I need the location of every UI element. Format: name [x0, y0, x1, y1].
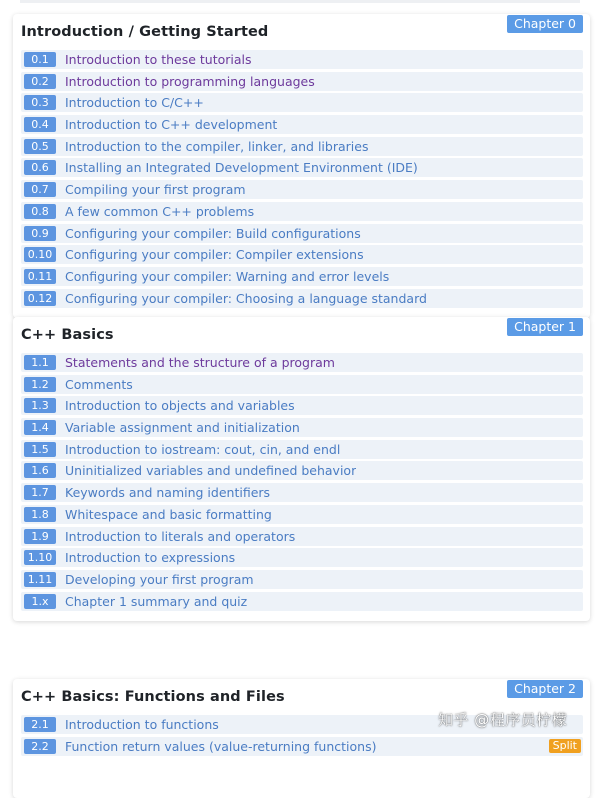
- lesson-link[interactable]: Configuring your compiler: Warning and error levels: [65, 268, 390, 284]
- lesson-row[interactable]: [21, 180, 583, 199]
- chapter-title: Introduction / Getting Started: [21, 24, 269, 40]
- top-divider: [20, 0, 580, 3]
- lesson-link[interactable]: A few common C++ problems: [65, 203, 255, 219]
- lesson-link[interactable]: Comments: [65, 376, 133, 392]
- lesson-link[interactable]: Compiling your first program: [65, 182, 246, 198]
- lesson-number: 0.6: [24, 160, 56, 175]
- lesson-number: 1.4: [24, 420, 56, 435]
- lesson-link[interactable]: Introduction to literals and operators: [65, 528, 296, 544]
- lesson-number: 1.1: [24, 355, 56, 370]
- lesson-number: 0.4: [24, 117, 56, 132]
- lesson-link[interactable]: Uninitialized variables and undefined behavior: [65, 463, 357, 479]
- lesson-number: 0.10: [24, 247, 56, 262]
- lesson-row[interactable]: [21, 375, 583, 394]
- lesson-number: 0.2: [24, 74, 56, 89]
- chapter-badge: Chapter 1: [507, 318, 583, 336]
- lesson-row[interactable]: [21, 548, 583, 567]
- lesson-link[interactable]: Function return values (value-returning functions): [65, 738, 377, 754]
- lesson-number: 0.3: [24, 95, 56, 110]
- lesson-row[interactable]: [21, 93, 583, 112]
- lesson-number: 0.12: [24, 291, 56, 306]
- lesson-number: 1.10: [24, 550, 56, 565]
- chapter-title: C++ Basics: Functions and Files: [21, 689, 285, 705]
- watermark: 知乎 @程序员柠檬: [438, 711, 568, 729]
- lesson-row[interactable]: [21, 418, 583, 437]
- lesson-number: 1.7: [24, 485, 56, 500]
- lesson-link[interactable]: Configuring your compiler: Choosing a language standard: [65, 290, 427, 306]
- lesson-number: 1.11: [24, 572, 56, 587]
- lesson-number: 0.11: [24, 269, 56, 284]
- lesson-row[interactable]: [21, 570, 583, 589]
- lesson-row[interactable]: [21, 289, 583, 308]
- lesson-number: 0.9: [24, 226, 56, 241]
- lesson-row[interactable]: [21, 505, 583, 524]
- lesson-row[interactable]: [21, 267, 583, 286]
- lesson-link[interactable]: Variable assignment and initialization: [65, 420, 300, 436]
- lesson-row[interactable]: [21, 115, 583, 134]
- lesson-row[interactable]: [21, 245, 583, 264]
- lesson-link[interactable]: Introduction to the compiler, linker, and libraries: [65, 138, 369, 154]
- lesson-number: 1.2: [24, 377, 56, 392]
- lesson-row[interactable]: [21, 353, 583, 372]
- lesson-row[interactable]: [21, 527, 583, 546]
- lesson-row[interactable]: [21, 440, 583, 459]
- lesson-list: [21, 50, 583, 308]
- lesson-number: 1.5: [24, 442, 56, 457]
- lesson-link[interactable]: Introduction to expressions: [65, 550, 236, 566]
- lesson-link[interactable]: Installing an Integrated Development Environment (IDE): [65, 160, 418, 176]
- lesson-number: 0.5: [24, 139, 56, 154]
- lesson-link[interactable]: Keywords and naming identifiers: [65, 485, 271, 501]
- lesson-number: 1.x: [24, 594, 56, 609]
- lesson-link[interactable]: Whitespace and basic formatting: [65, 506, 272, 522]
- lesson-link[interactable]: Developing your first program: [65, 571, 254, 587]
- lesson-number: 1.8: [24, 507, 56, 522]
- chapter-badge: Chapter 0: [507, 15, 583, 33]
- lesson-row[interactable]: [21, 202, 583, 221]
- chapter-card-0: [13, 14, 590, 318]
- chapter-header: [21, 319, 583, 353]
- lesson-row[interactable]: [21, 396, 583, 415]
- chapter-card-1: [13, 317, 590, 621]
- lesson-row[interactable]: [21, 224, 583, 243]
- lesson-row[interactable]: [21, 461, 583, 480]
- lesson-link[interactable]: Introduction to these tutorials: [65, 52, 252, 67]
- lesson-row[interactable]: [21, 72, 583, 91]
- lesson-row[interactable]: [21, 737, 583, 756]
- chapter-badge: Chapter 2: [507, 680, 583, 698]
- split-badge: Split: [549, 739, 581, 753]
- lesson-number: 1.9: [24, 529, 56, 544]
- lesson-row[interactable]: [21, 137, 583, 156]
- lesson-link[interactable]: Configuring your compiler: Compiler extensions: [65, 247, 364, 263]
- lesson-number: 1.6: [24, 463, 56, 478]
- lesson-number: 0.7: [24, 182, 56, 197]
- lesson-number: 2.2: [24, 739, 56, 754]
- lesson-link[interactable]: Introduction to C/C++: [65, 95, 204, 111]
- chapter-title: C++ Basics: [21, 327, 114, 343]
- lesson-link[interactable]: Introduction to programming languages: [65, 73, 315, 89]
- lesson-number: 0.8: [24, 204, 56, 219]
- lesson-number: 2.1: [24, 717, 56, 732]
- lesson-link[interactable]: Chapter 1 summary and quiz: [65, 593, 248, 609]
- lesson-link[interactable]: Configuring your compiler: Build configurations: [65, 225, 361, 241]
- chapter-header: [21, 16, 583, 50]
- lesson-number: 1.3: [24, 398, 56, 413]
- lesson-number: 0.1: [24, 52, 56, 67]
- lesson-link[interactable]: Introduction to objects and variables: [65, 398, 295, 414]
- lesson-link[interactable]: Introduction to functions: [65, 717, 219, 732]
- lesson-link[interactable]: Introduction to iostream: cout, cin, and endl: [65, 441, 341, 457]
- lesson-link[interactable]: Statements and the structure of a program: [65, 355, 335, 370]
- lesson-row[interactable]: [21, 50, 583, 69]
- lesson-list: [21, 353, 583, 611]
- chapter-card-2: [13, 679, 590, 798]
- lesson-link[interactable]: Introduction to C++ development: [65, 117, 278, 133]
- lesson-row[interactable]: [21, 158, 583, 177]
- lesson-row[interactable]: [21, 592, 583, 611]
- lesson-row[interactable]: [21, 483, 583, 502]
